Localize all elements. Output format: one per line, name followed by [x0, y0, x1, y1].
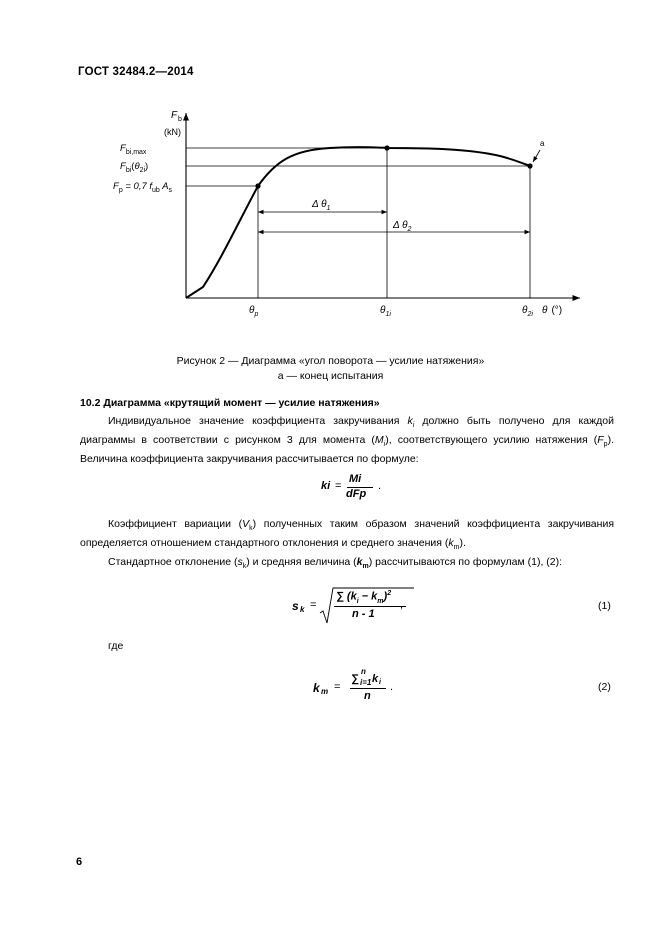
- formula-sk: s k = ∑ $(k_i - k_m)^2$ n - 1 ,: [292, 585, 422, 625]
- load-curve: [186, 147, 530, 298]
- formula-km: k m = ∑ n i=1 k i n .: [313, 667, 394, 702]
- delta-theta-2-label: Δ $\theta_2$: [393, 220, 412, 233]
- theta-p-label: $\theta_p$: [249, 305, 259, 318]
- y-axis-unit: (kN): [164, 127, 181, 137]
- paragraph-vk: Коэффициент вариации $(V_k)$ полученных таким образом значений коэффициента закручивания определяется отношением стандартного отклонения и среднего значения $(k_m)$. Стандартное отклонение $(s_k)$ и средняя величина $(k_m)$ рассчитываются по формулам (1), (2):: [80, 518, 615, 571]
- section-title: 10.2 Диаграмма «крутящий момент — усилие натяжения»: [80, 397, 380, 409]
- theta-1-label: $\theta_{1i}$: [380, 305, 391, 318]
- delta-theta-1-label: Δ $\theta_1$: [312, 199, 331, 212]
- end-marker-leader: [533, 150, 540, 162]
- where-label: где: [108, 640, 124, 652]
- point-end: [527, 163, 532, 168]
- y-axis-symbol: F: [171, 110, 178, 121]
- x-axis-label: θ (°): [542, 305, 563, 316]
- y-axis-sub: b: [178, 116, 182, 123]
- point-max: [384, 145, 389, 150]
- page-number: 6: [76, 856, 83, 868]
- formula-ki: ki = Mi dFp .: [321, 473, 382, 500]
- paragraph-ki: Индивидуальное значение коэффициента закручивания $k_i$ должно быть получено для каждой диаграммы в соответствии с рисунком 3 для момента $(M_i)$, соответствующего усилию натяжения $(F_p)$. Величина коэффициента закручивания рассчитывается по формуле:: [80, 415, 615, 466]
- fbi-label: $F_{bi}(\theta_{2i})$: [120, 161, 149, 174]
- rotation-tension-diagram: [0, 0, 661, 350]
- equation-number-2: (2): [598, 681, 611, 693]
- figure-caption-note: а — конец испытания: [277, 370, 384, 382]
- theta-2-label: $\theta_{2i}$: [522, 305, 533, 318]
- fbimax-label: $F_{bi,max}$: [120, 143, 147, 156]
- fp-label: $F_p = 0,7$ $f_{ub}$ $A_s$: [113, 181, 172, 194]
- end-marker-label: a: [540, 139, 545, 148]
- document-header: ГОСТ 32484.2—2014: [78, 66, 194, 78]
- point-fp: [255, 183, 260, 188]
- equation-number-1: (1): [598, 600, 611, 612]
- figure-caption: Рисунок 2 — Диаграмма «угол поворота — усилие натяжения»: [176, 355, 485, 367]
